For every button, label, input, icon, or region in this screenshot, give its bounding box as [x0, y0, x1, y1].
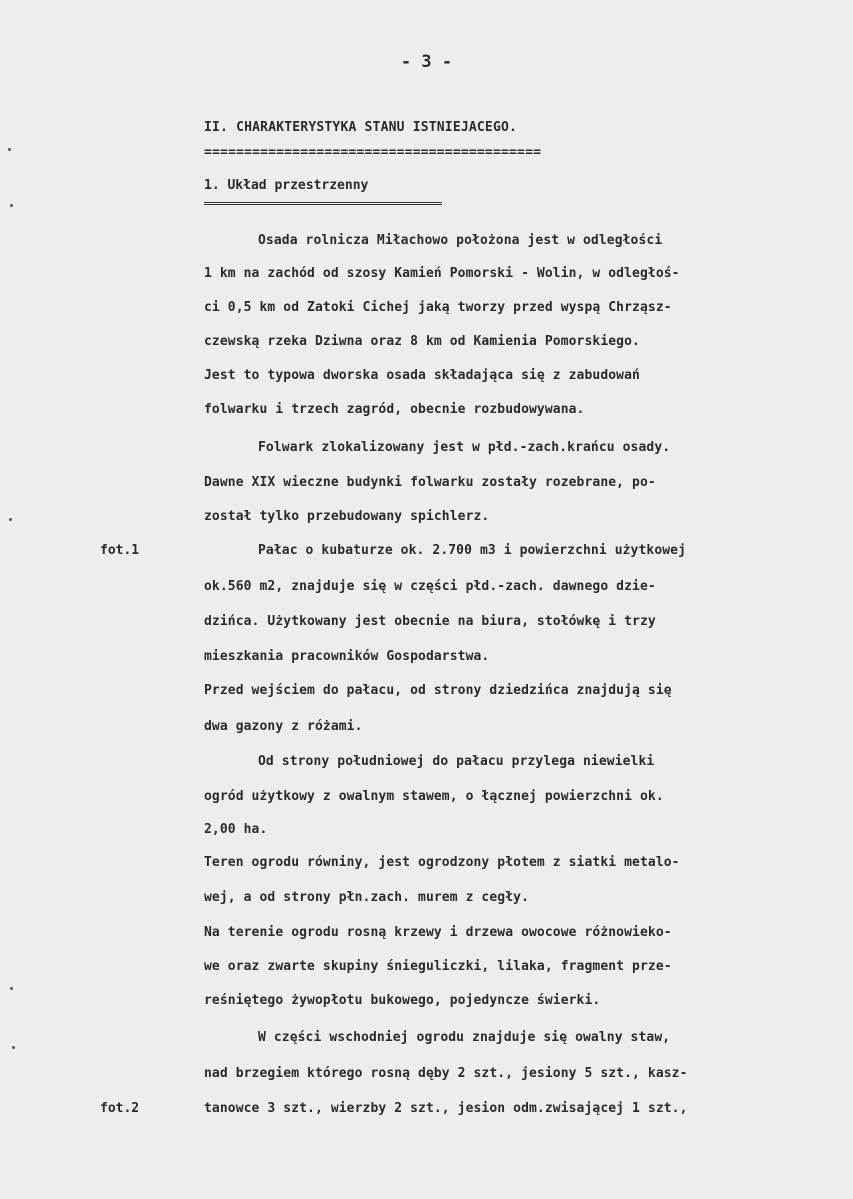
body-line: wej, a od strony płn.zach. murem z cegły. — [204, 890, 529, 905]
body-line: Na terenie ogrodu rosną krzewy i drzewa owocowe różnowieko- — [204, 925, 672, 940]
body-line: Teren ogrodu równiny, jest ogrodzony płotem z siatki metalo- — [204, 855, 680, 870]
body-line: Przed wejściem do pałacu, od strony dziedzińca znajdują się — [204, 683, 672, 698]
scan-speck — [8, 148, 11, 151]
body-line: Dawne XIX wieczne budynki folwarku zostały rozebrane, po- — [204, 475, 656, 490]
scan-speck — [10, 987, 13, 990]
body-line: Osada rolnicza Miłachowo położona jest w odległości — [258, 233, 663, 248]
body-line: czewską rzeka Dziwna oraz 8 km od Kamienia Pomorskiego. — [204, 334, 640, 349]
body-line: 2,00 ha. — [204, 822, 268, 837]
body-line: mieszkania pracowników Gospodarstwa. — [204, 649, 490, 664]
body-line: 1 km na zachód od szosy Kamień Pomorski - Wolin, w odległoś- — [204, 266, 680, 281]
body-line: ci 0,5 km od Zatoki Cichej jaką tworzy przed wyspą Chrząsz- — [204, 300, 672, 315]
body-line: tanowce 3 szt., wierzby 2 szt., jesion odm.zwisającej 1 szt., — [204, 1101, 688, 1116]
section-heading: II. CHARAKTERYSTYKA STANU ISTNIEJACEGO. — [204, 120, 518, 135]
margin-note-photo-2: fot.2 — [100, 1101, 140, 1116]
body-line: Jest to typowa dworska osada składająca się z zabudowań — [204, 368, 640, 383]
scan-speck — [10, 204, 13, 207]
scan-speck — [12, 1046, 15, 1049]
subheading: 1. Układ przestrzenny — [204, 178, 369, 193]
scan-speck — [9, 518, 12, 521]
margin-note-photo-1: fot.1 — [100, 543, 140, 558]
body-line: został tylko przebudowany spichlerz. — [204, 509, 490, 524]
body-line: Folwark zlokalizowany jest w płd.-zach.krańcu osady. — [258, 440, 671, 455]
body-line: folwarku i trzech zagród, obecnie rozbudowywana. — [204, 402, 585, 417]
body-line: dzińca. Użytkowany jest obecnie na biura, stołówkę i trzy — [204, 614, 656, 629]
subheading-underline — [204, 202, 442, 205]
body-line: ok.560 m2, znajduje się w części płd.-zach. dawnego dzie- — [204, 579, 656, 594]
page-number: - 3 - — [400, 52, 453, 72]
section-heading-rule: ========================================== — [204, 145, 542, 160]
body-line: Od strony południowej do pałacu przylega niewielki — [258, 754, 655, 769]
body-line: Pałac o kubaturze ok. 2.700 m3 i powierzchni użytkowej — [258, 543, 687, 558]
body-line: W części wschodniej ogrodu znajduje się owalny staw, — [258, 1030, 671, 1045]
body-line: reśniętego żywopłotu bukowego, pojedyncze świerki. — [204, 993, 601, 1008]
body-line: we oraz zwarte skupiny śnieguliczki, lilaka, fragment prze- — [204, 959, 672, 974]
body-line: nad brzegiem którego rosną dęby 2 szt., jesiony 5 szt., kasz- — [204, 1066, 688, 1081]
body-line: ogród użytkowy z owalnym stawem, o łącznej powierzchni ok. — [204, 789, 664, 804]
body-line: dwa gazony z różami. — [204, 719, 363, 734]
